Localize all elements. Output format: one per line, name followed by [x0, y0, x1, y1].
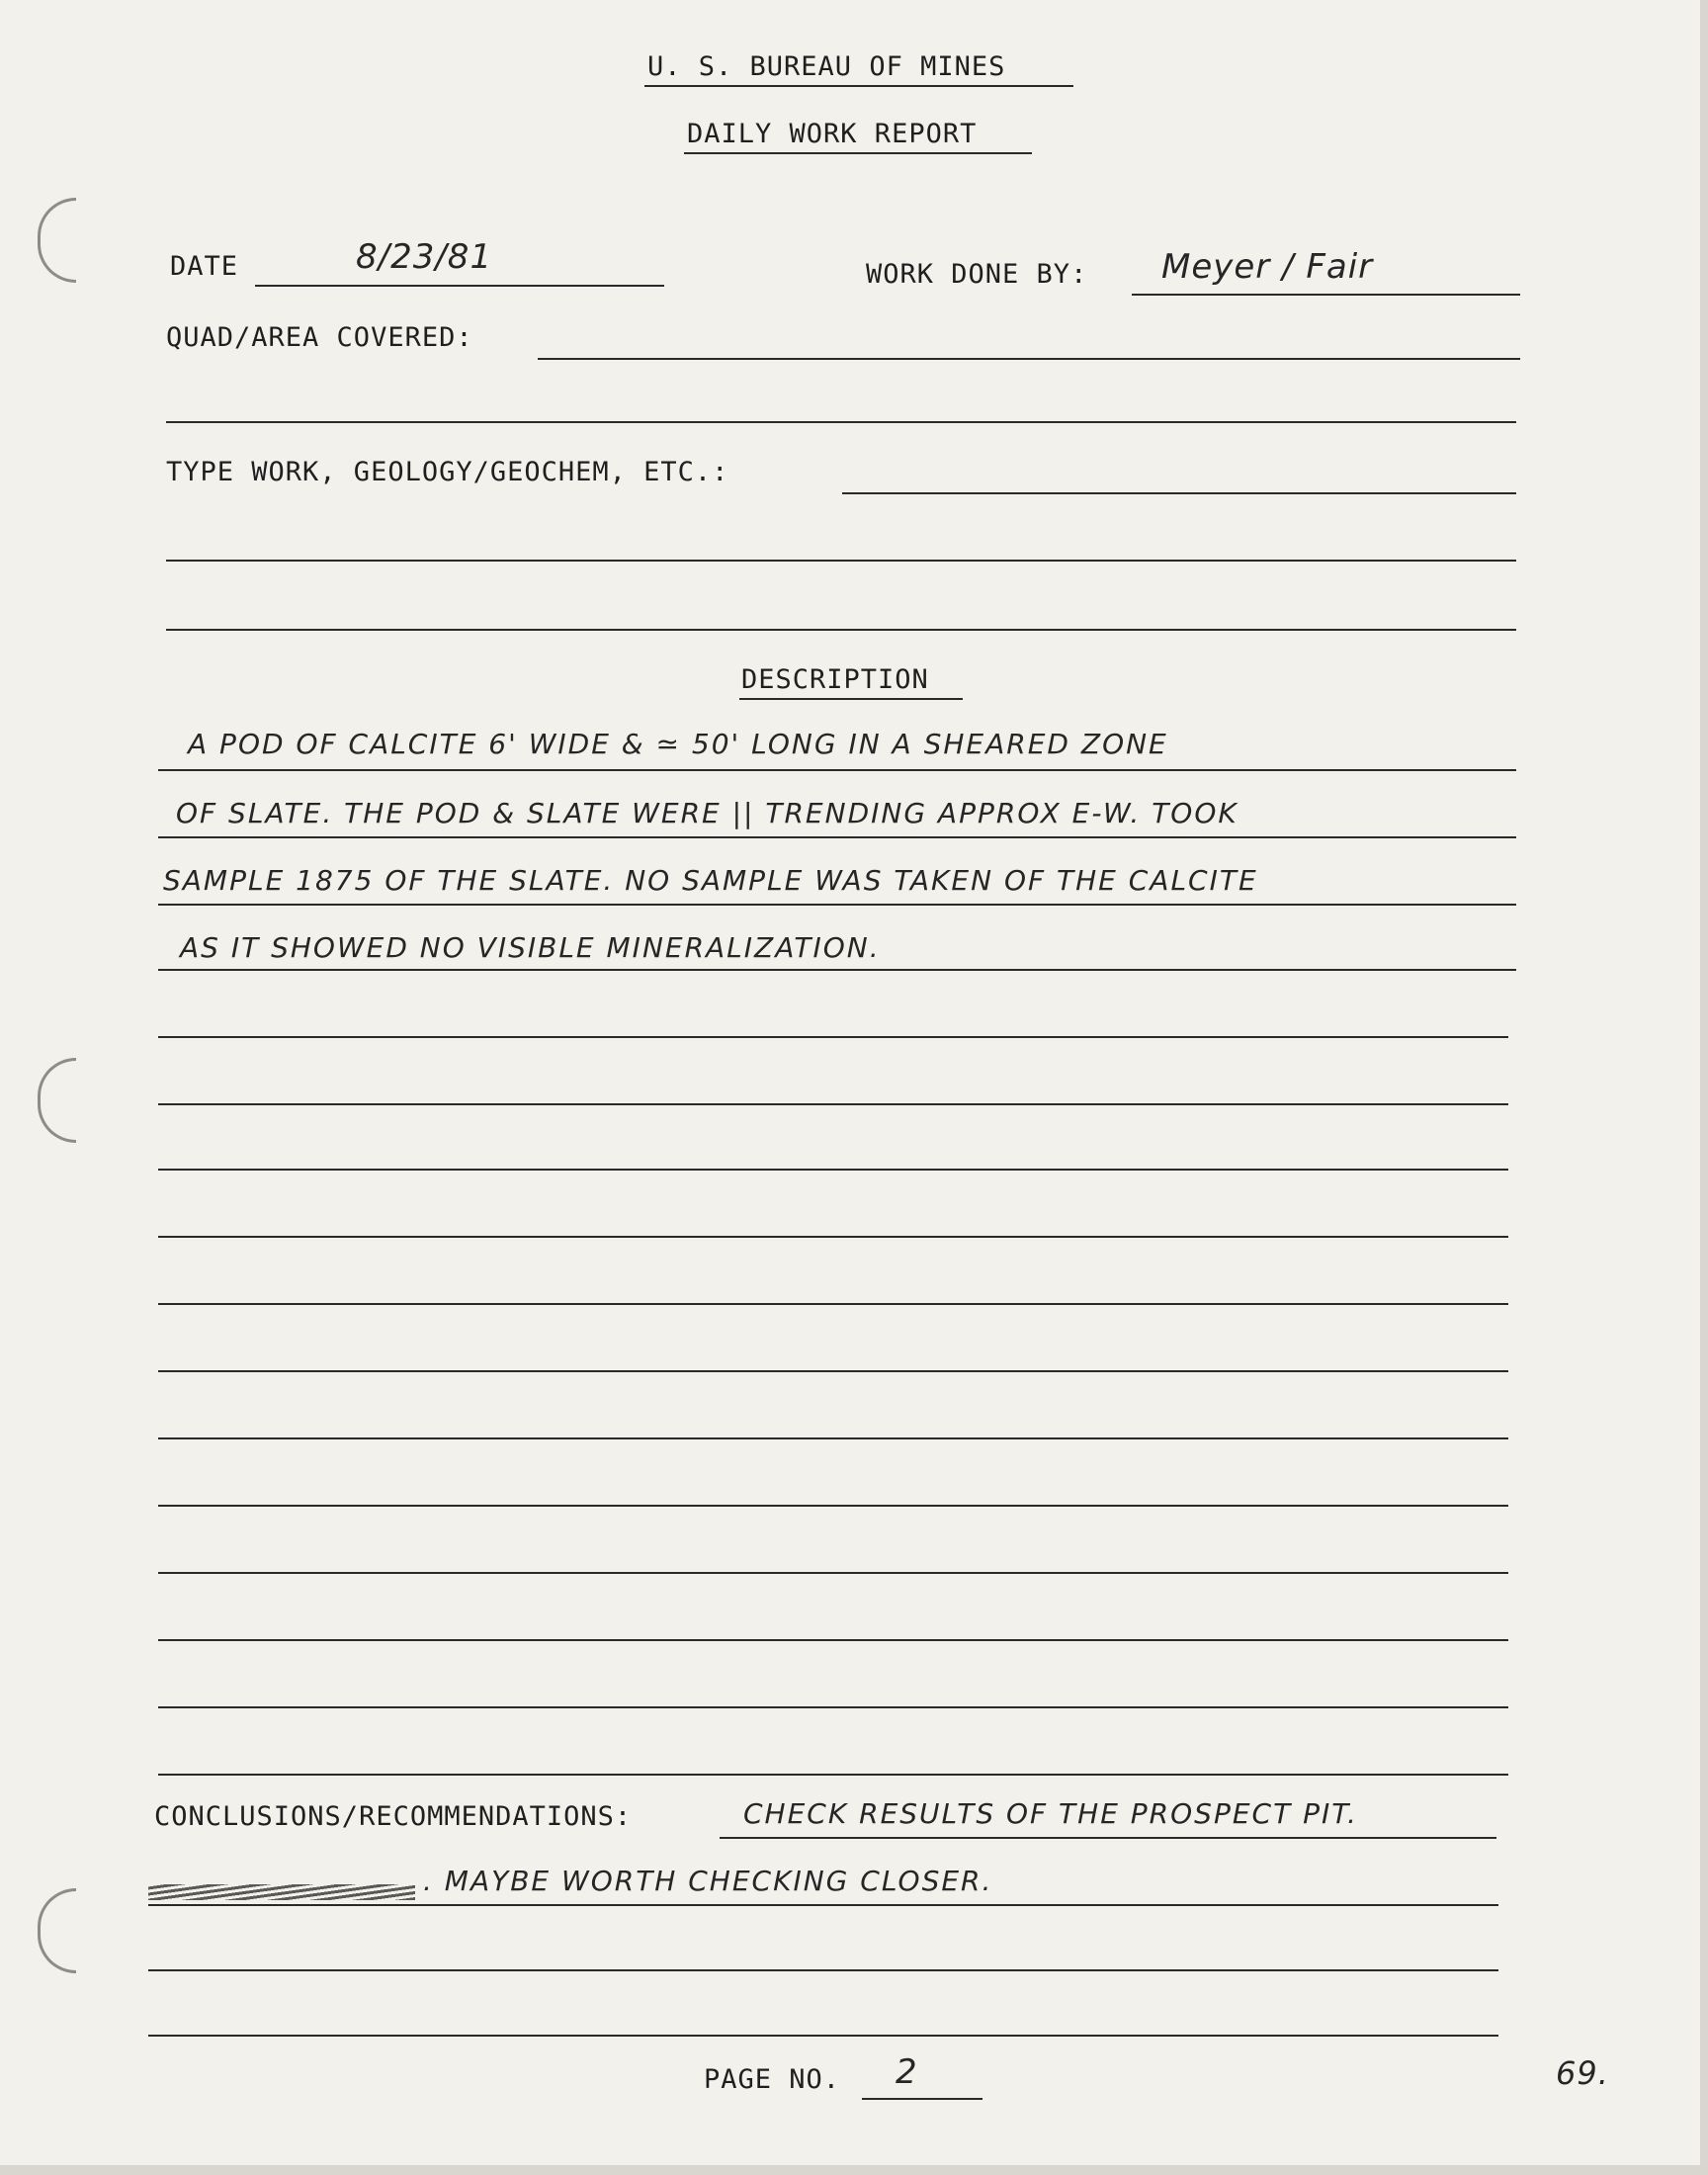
- description-line-3: SAMPLE 1875 OF THE SLATE. NO SAMPLE WAS TAKEN OF THE CALCITE: [163, 864, 1258, 897]
- description-heading: DESCRIPTION: [741, 664, 929, 695]
- type-work-label: TYPE WORK, GEOLOGY/GEOCHEM, ETC.:: [166, 457, 729, 487]
- date-line: [255, 285, 664, 287]
- description-rule-10: [158, 1370, 1508, 1372]
- type-work-line-3: [166, 629, 1516, 631]
- conclusions-line-2: [148, 1904, 1498, 1906]
- description-line-4: AS IT SHOWED NO VISIBLE MINERALIZATION.: [180, 931, 881, 964]
- description-rule-5: [158, 1036, 1508, 1038]
- description-rule-14: [158, 1639, 1508, 1641]
- form-title-underline: [684, 152, 1032, 154]
- description-rule-6: [158, 1103, 1508, 1105]
- conclusions-text-1: CHECK RESULTS OF THE PROSPECT PIT.: [743, 1797, 1358, 1830]
- description-rule-16: [158, 1774, 1508, 1776]
- description-line-1: A POD OF CALCITE 6' WIDE & ≃ 50' LONG IN A SHEARED ZONE: [188, 728, 1168, 760]
- description-rule-11: [158, 1437, 1508, 1439]
- description-rule-3: [158, 904, 1516, 906]
- quad-area-line-2: [166, 421, 1516, 423]
- conclusions-line-1: [720, 1837, 1496, 1839]
- agency-title: U. S. BUREAU OF MINES: [647, 51, 1006, 82]
- type-work-line-1: [842, 492, 1516, 494]
- description-rule-9: [158, 1303, 1508, 1305]
- form-title: DAILY WORK REPORT: [687, 119, 978, 149]
- page-number-label: PAGE NO.: [704, 2064, 841, 2095]
- description-rule-8: [158, 1236, 1508, 1238]
- work-done-by-value: Meyer / Fair: [1161, 247, 1374, 287]
- scan-edge-right: [1700, 0, 1708, 2175]
- date-label: DATE: [170, 251, 239, 282]
- struck-out-handwriting: [148, 1884, 415, 1900]
- quad-area-line-1: [538, 358, 1520, 360]
- type-work-line-2: [166, 560, 1516, 562]
- description-line-2: OF SLATE. THE POD & SLATE WERE || TRENDING APPROX E-W. TOOK: [176, 797, 1238, 829]
- description-rule-13: [158, 1572, 1508, 1574]
- work-done-by-line: [1132, 294, 1520, 296]
- description-heading-underline: [739, 698, 963, 700]
- conclusions-label: CONCLUSIONS/RECOMMENDATIONS:: [154, 1801, 633, 1832]
- description-rule-15: [158, 1706, 1508, 1708]
- margin-note: 69.: [1556, 2054, 1609, 2092]
- agency-title-underline: [644, 85, 1073, 87]
- description-rule-4: [158, 969, 1516, 971]
- quad-area-label: QUAD/AREA COVERED:: [166, 322, 473, 353]
- conclusions-line-3: [148, 1969, 1498, 1971]
- description-rule-7: [158, 1169, 1508, 1171]
- description-rule-1: [158, 769, 1516, 771]
- binder-hole-middle: [38, 1058, 76, 1143]
- description-rule-12: [158, 1505, 1508, 1507]
- date-value: 8/23/81: [356, 237, 493, 277]
- page-number-line: [862, 2098, 982, 2100]
- conclusions-text-2: . MAYBE WORTH CHECKING CLOSER.: [423, 1865, 993, 1897]
- binder-hole-top: [38, 198, 76, 283]
- scan-edge-bottom: [0, 2165, 1708, 2175]
- page-number-value: 2: [896, 2052, 918, 2092]
- binder-hole-bottom: [38, 1888, 76, 1973]
- conclusions-line-4: [148, 2035, 1498, 2037]
- work-done-by-label: WORK DONE BY:: [866, 259, 1088, 290]
- description-rule-2: [158, 836, 1516, 838]
